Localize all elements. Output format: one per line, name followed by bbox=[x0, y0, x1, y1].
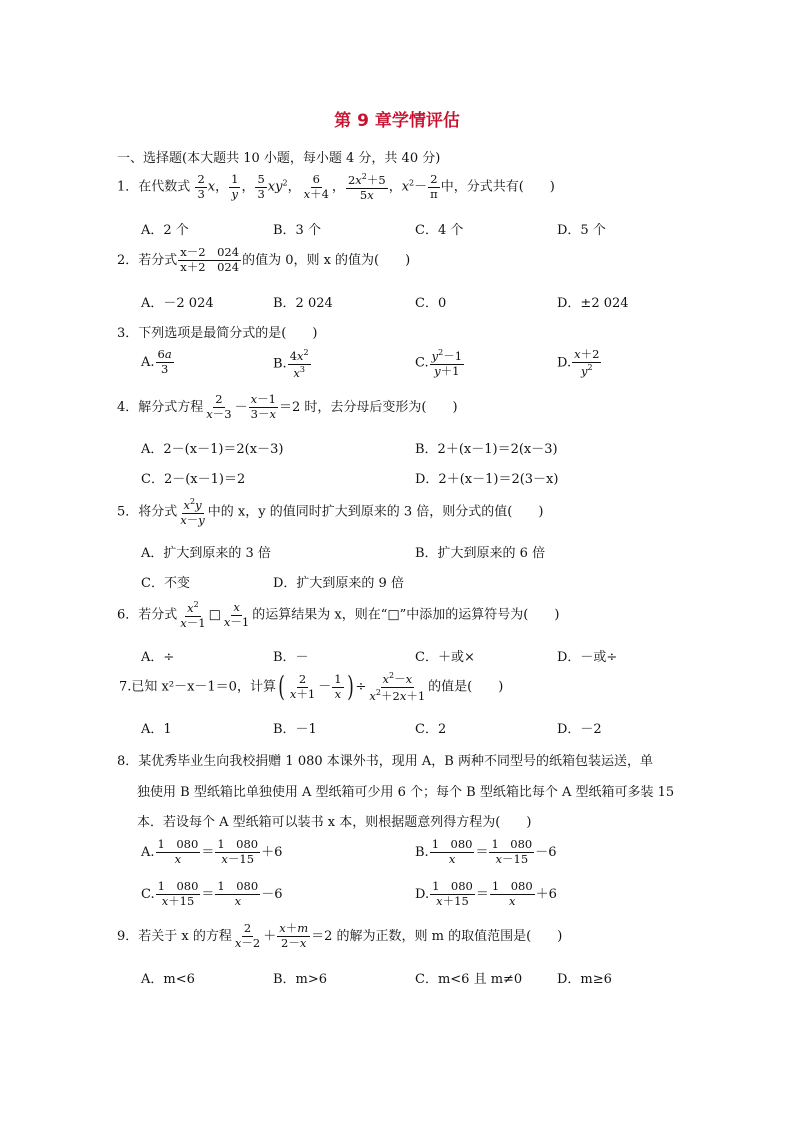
option-d[interactable]: D．m≥6 bbox=[557, 972, 612, 987]
option-c[interactable]: C. $\frac{1 080}{x+15}$ ＝ $\frac{1 080}{x}$ －6 bbox=[141, 879, 283, 908]
question-number: 2． bbox=[117, 252, 139, 268]
fraction: $\frac{1}{y}$ bbox=[231, 171, 239, 201]
option-b[interactable]: B. $\frac{1 080}{x}$ ＝ $\frac{1 080}{x-15}$ －6 bbox=[415, 837, 557, 866]
option-d[interactable]: D．－2 bbox=[557, 722, 602, 737]
option-b[interactable]: B. $\frac{4x^2}{x^3}$ bbox=[273, 348, 309, 380]
question-1: 1．在代数式 $\frac{2}{3}$ x， $\frac{1}{y}$ ， $\frac{5}{3}$ $xy^2$， $\frac{6}{x+4}$ ， $\frac{2x^2+5}{5x}$ ，$x^2-$ $\frac{2}{\pi}$ 中，分式共有( ) bbox=[117, 171, 555, 202]
option-c[interactable]: C．2 bbox=[415, 722, 447, 737]
option-c[interactable]: C．＋或× bbox=[415, 650, 475, 665]
question-number: 8． bbox=[117, 754, 139, 769]
option-b[interactable]: B．2＋(x－1)＝2(x－3) bbox=[415, 442, 558, 457]
question-number: 7. bbox=[119, 679, 132, 695]
question-text: ＝2 的解为正数，则 m 的取值范围是( ) bbox=[311, 928, 563, 944]
option-c[interactable]: C．m<6 且 m≠0 bbox=[415, 972, 523, 987]
question-text: 若分式 bbox=[138, 607, 178, 623]
option-c[interactable]: C．2－(x－1)＝2 bbox=[141, 472, 246, 487]
option-d[interactable]: D. $\frac{1 080}{x+15}$ ＝ $\frac{1 080}{x}$ ＋6 bbox=[415, 879, 557, 908]
question-number: 6． bbox=[117, 607, 139, 623]
option-d[interactable]: D. $\frac{x+2}{y^2}$ bbox=[557, 347, 600, 378]
question-text: ＝2 时，去分母后变形为( ) bbox=[278, 399, 458, 415]
question-text: 若分式 bbox=[138, 252, 178, 268]
question-text: 已知 x²－x－1＝0，计算 bbox=[131, 679, 276, 695]
question-5: 5．将分式 $\frac{x^2y}{x-y}$ 中的 x，y 的值同时扩大到原来的 3 倍，则分式的值( ) bbox=[117, 497, 544, 527]
question-text: 中的 x，y 的值同时扩大到原来的 3 倍，则分式的值( ) bbox=[207, 504, 544, 520]
page-title: 第 9 章学情评估 bbox=[334, 111, 460, 131]
option-a[interactable]: A．扩大到原来的 3 倍 bbox=[141, 546, 271, 561]
option-a[interactable]: A．2 个 bbox=[141, 223, 189, 238]
option-a[interactable]: A．1 bbox=[141, 722, 172, 737]
option-b[interactable]: B．－ bbox=[273, 650, 309, 665]
question-8 bbox=[117, 750, 653, 769]
option-b[interactable]: B．3 个 bbox=[273, 223, 321, 238]
question-number: 3． bbox=[117, 326, 139, 341]
question-2 bbox=[117, 246, 410, 275]
fraction: $\frac{2}{3}$ bbox=[197, 171, 205, 201]
question-text: 下列选项是最简分式的是( ) bbox=[138, 326, 318, 341]
option-d[interactable]: D．扩大到原来的 9 倍 bbox=[273, 576, 404, 591]
option-d[interactable]: D．±2 024 bbox=[557, 296, 629, 311]
blank-box: □ bbox=[208, 607, 221, 623]
option-a[interactable]: A. $\frac{1 080}{x}$ ＝ $\frac{1 080}{x-15}$ ＋6 bbox=[141, 837, 283, 866]
question-text: 独使用 B 型纸箱比单独使用 A 型纸箱可少用 6 个；每个 B 型纸箱比每个 A 型纸箱可多装 15 bbox=[137, 785, 675, 800]
question-text: 解分式方程 bbox=[138, 399, 204, 415]
question-text: 将分式 bbox=[138, 504, 178, 520]
question-3 bbox=[117, 322, 317, 341]
question-number: 9． bbox=[117, 928, 139, 944]
question-7: 7.已知 x²－x－1＝0，计算( $\frac{2}{x+1}$ － $\frac{1}{x}$ ) ÷ $\frac{x^2-x}{x^2+2x+1}$ 的值是( ) bbox=[119, 670, 504, 704]
option-d[interactable]: D．5 个 bbox=[557, 223, 606, 238]
question-text: 本．若设每个 A 型纸箱可以装书 x 本，则根据题意列得方程为( ) bbox=[137, 815, 532, 830]
option-a[interactable]: A. $\frac{6a}{3}$ bbox=[141, 347, 172, 376]
option-b[interactable]: B．2 024 bbox=[273, 296, 333, 311]
fraction: $\frac{2x^2+5}{5x}$ bbox=[347, 172, 386, 202]
question-4: 4．解分式方程 $\frac{2}{x-3}$ － $\frac{x-1}{3-x}$ ＝2 时，去分母后变形为( ) bbox=[117, 392, 458, 421]
question-text: 的值是( ) bbox=[428, 679, 504, 695]
fraction-numerator: x－2 024 bbox=[180, 245, 240, 259]
option-a[interactable]: A．2－(x－1)＝2(x－3) bbox=[141, 442, 284, 457]
option-a[interactable]: A．÷ bbox=[141, 650, 175, 665]
fraction: $\frac{5}{3}$ bbox=[257, 171, 265, 201]
option-b[interactable]: B．－1 bbox=[273, 722, 317, 737]
question-text: 若关于 x 的方程 bbox=[138, 928, 232, 944]
question-9: 9．若关于 x 的方程 $\frac{2}{x-2}$ ＋ $\frac{x+m}{2-x}$ ＝2 的解为正数，则 m 的取值范围是( ) bbox=[117, 921, 563, 950]
fraction bbox=[178, 246, 241, 275]
question-number: 4． bbox=[117, 399, 139, 415]
option-b[interactable]: B．m>6 bbox=[273, 972, 328, 987]
fraction: $\frac{6}{x+4}$ bbox=[303, 171, 329, 201]
option-c[interactable]: C．4 个 bbox=[415, 223, 464, 238]
fraction: $\frac{2}{\pi}$ bbox=[430, 171, 438, 201]
question-text: 某优秀毕业生向我校捐赠 1 080 本课外书，现用 A，B 两种不同型号的纸箱包装运送，单 bbox=[138, 754, 653, 769]
question-number: 1． bbox=[117, 179, 139, 195]
option-c[interactable]: C．0 bbox=[415, 296, 447, 311]
section-heading: 一、选择题(本大题共 10 小题，每小题 4 分，共 40 分) bbox=[117, 151, 441, 166]
option-d[interactable]: D．2＋(x－1)＝2(3－x) bbox=[415, 472, 559, 487]
option-d[interactable]: D．－或÷ bbox=[557, 650, 618, 665]
question-text: 的值为 0，则 x 的值为( ) bbox=[242, 252, 411, 268]
option-c[interactable]: C. $\frac{y^2-1}{y+1}$ bbox=[415, 348, 463, 378]
option-a[interactable]: A．m<6 bbox=[141, 972, 195, 987]
option-b[interactable]: B．扩大到原来的 6 倍 bbox=[415, 546, 546, 561]
option-c[interactable]: C．不变 bbox=[141, 576, 190, 591]
option-a[interactable]: A．－2 024 bbox=[141, 296, 214, 311]
fraction-denominator: x＋2 024 bbox=[180, 259, 240, 274]
question-6: 6．若分式 $\frac{x^2}{x-1}$ □ $\frac{x}{x-1}$ 的运算结果为 x，则在“□”中添加的运算符号为( ) bbox=[117, 599, 560, 630]
question-number: 5． bbox=[117, 504, 139, 520]
question-text: 中，分式共有( ) bbox=[440, 179, 555, 195]
question-text: 的运算结果为 x，则在“□”中添加的运算符号为( ) bbox=[252, 607, 560, 623]
question-text: 在代数式 bbox=[138, 179, 191, 195]
